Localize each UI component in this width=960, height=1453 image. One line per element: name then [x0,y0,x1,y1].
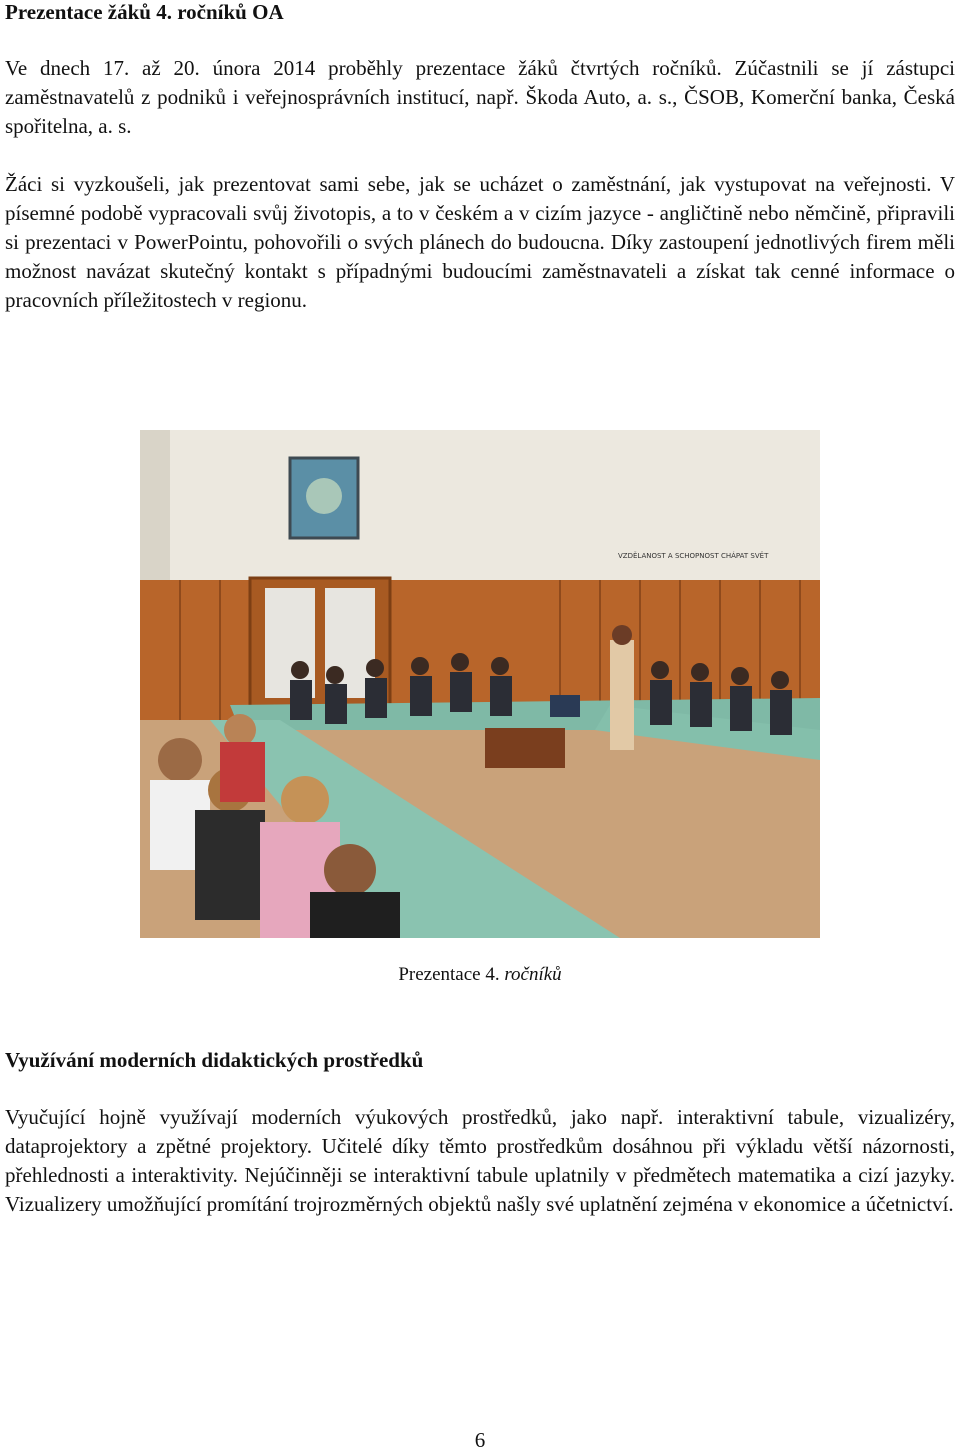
wall-banner-text: VZDĚLANOST A SCHOPNOST CHÁPAT SVĚT [618,552,769,560]
caption-text: Prezentace 4. [398,964,505,985]
paragraph-event-dates: Ve dnech 17. až 20. února 2014 proběhly prezentace žáků čtvrtých ročníků. Zúčastnili se jí zástupci zaměstnavatelů z podniků i veřejnosprávních institucí, např. Škoda Auto, a. s., ČSOB, Komerční banka, Česká spořitelna, a. s. [5,56,955,138]
presentation-room-image [140,430,820,938]
paragraph-student-activities: Žáci si vyzkoušeli, jak prezentovat sami sebe, jak se ucházet o zaměstnání, jak vystupovat na veřejnosti. V písemné podobě vypracovali svůj životopis, a to v českém a v cizím jazyce - angličtině nebo němčině, připravili si prezentaci v PowerPointu, pohovořili o svých plánech do budoucna. Díky zastoupení jednotlivých firem měli možnost navázat skutečný kontakt s případnými budoucími zaměstnavateli a získat tak cenné informace o pracovních příležitostech v regionu. [5,172,955,312]
section-title-didactic-tools: Využívání moderních didaktických prostředků [5,1048,424,1072]
caption-italic-text: ročníků [504,964,562,985]
paragraph-didactic-tools: Vyučující hojně využívají moderních výukových prostředků, jako např. interaktivní tabule, vizualizéry, dataprojektory a zpětné projektory. Učitelé díky těmto prostředkům dosáhnou při výkladu větší názornosti, přehlednosti a interaktivity. Nejúčinněji se interaktivní tabule uplatnily v předmětech matematika a cizí jazyky. Vizualizery umožňující promítání trojrozměrných objektů našly své uplatnění zejména v ekonomice a účetnictví. [5,1105,955,1216]
photo-caption [0,963,960,987]
section-title-presentations: Prezentace žáků 4. ročníků OA [5,0,284,24]
presentation-photo [140,430,820,938]
page-number: 6 [474,1428,486,1452]
